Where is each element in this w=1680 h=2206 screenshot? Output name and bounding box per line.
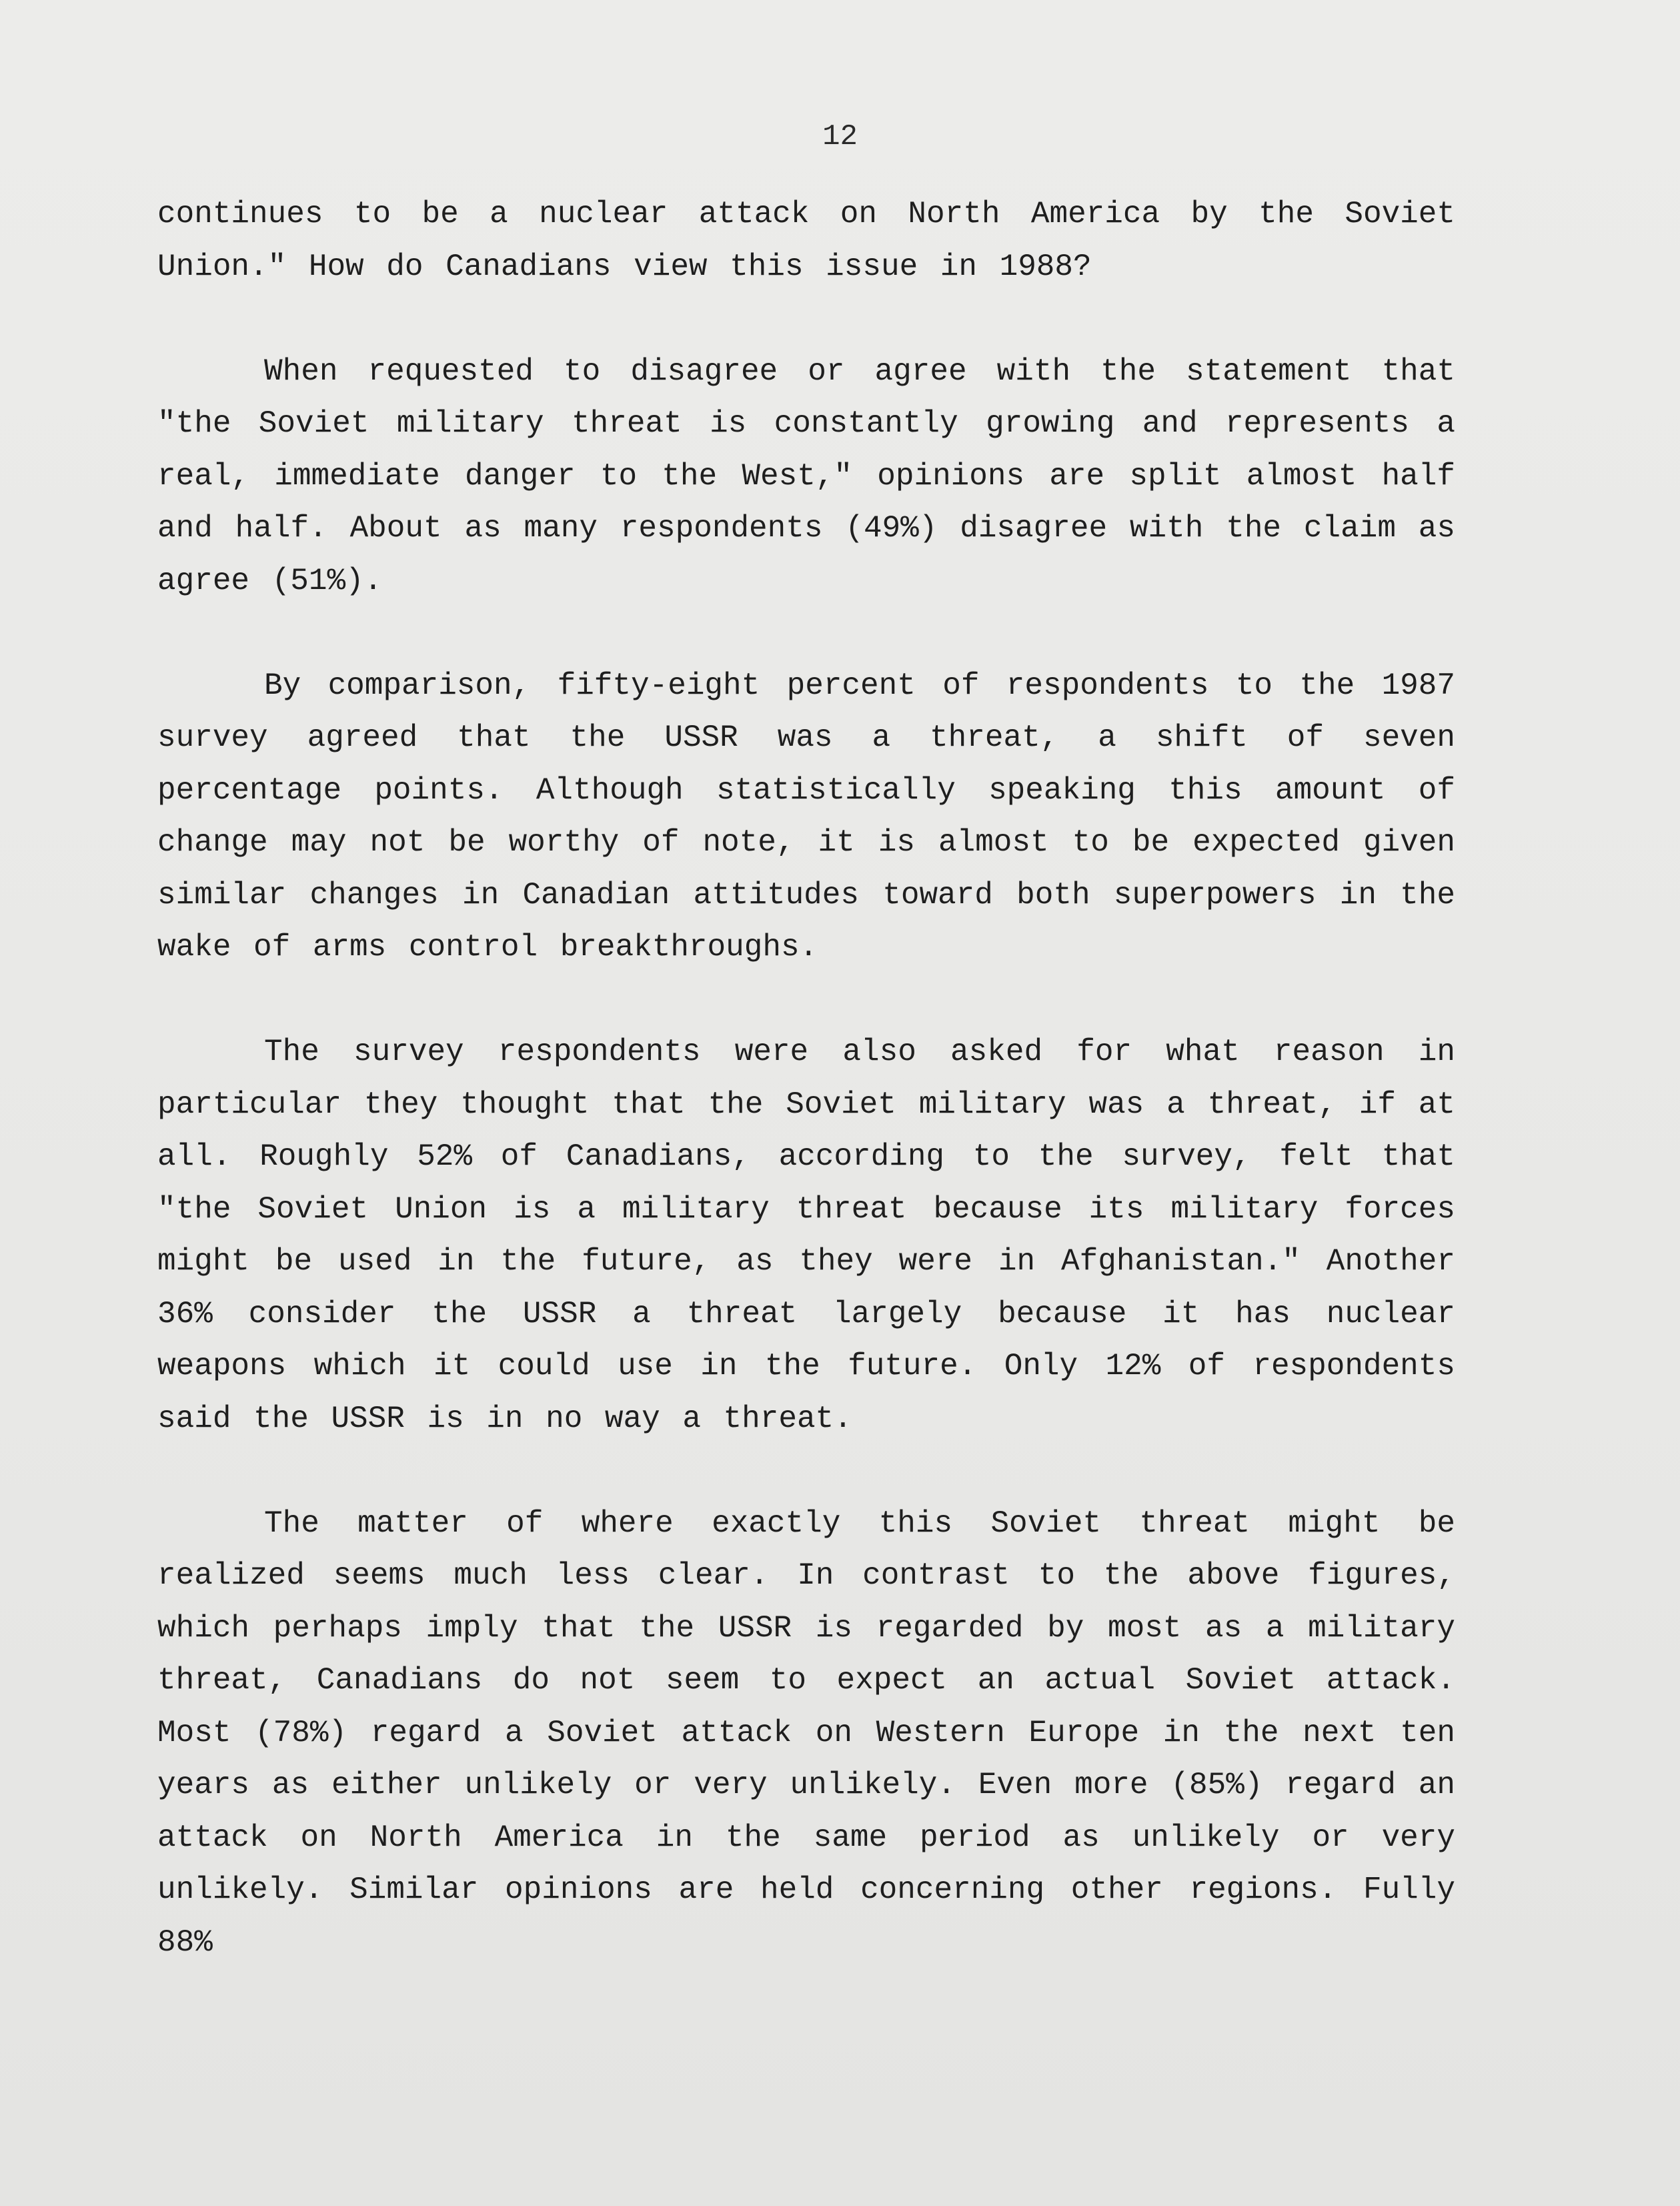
paragraph-threat-location: The matter of where exactly this Soviet threat might be realized seems much less clear. In contrast to the above figures, which perhaps imply that the USSR is regarded by most as a military threat, Canadians do not seem to expect an actual Soviet attack. Most (78%) regard a Soviet attack on Western Europe in the next ten years as either unlikely or very unlikely. Even more (85%) regard an attack on North America in the same period as unlikely or very unlikely. Similar opinions are held concerning other regions. Fully 88% bbox=[157, 1506, 1455, 1960]
paragraph-continuation: continues to be a nuclear attack on North America by the Soviet Union." How do Canadians view this issue in 1988? bbox=[157, 197, 1455, 284]
paragraph-1987-comparison: By comparison, fifty-eight percent of respondents to the 1987 survey agreed that the USSR was a threat, a shift of seven percentage points. Although statistically speaking this amount of change may not be worthy of note, it is almost to be expected given similar changes in Canadian attitudes toward both superpowers in the wake of arms control breakthroughs. bbox=[157, 668, 1455, 965]
body-text bbox=[157, 188, 1455, 1969]
page-number: 12 bbox=[822, 120, 858, 153]
paragraph-soviet-threat-opinion: When requested to disagree or agree with the statement that "the Soviet military threat is constantly growing and represents a real, immediate danger to the West," opinions are split almost half and half. About as many respondents (49%) disagree with the claim as agree (51%). bbox=[157, 354, 1455, 598]
paragraph-threat-reasons: The survey respondents were also asked for what reason in particular they thought that the Soviet military was a threat, if at all. Roughly 52% of Canadians, according to the survey, felt that "the Soviet Union is a military threat because its military forces might be used in the future, as they were in Afghanistan." Another 36% consider the USSR a threat largely because it has nuclear weapons which it could use in the future. Only 12% of respondents said the USSR is in no way a threat. bbox=[157, 1035, 1455, 1436]
